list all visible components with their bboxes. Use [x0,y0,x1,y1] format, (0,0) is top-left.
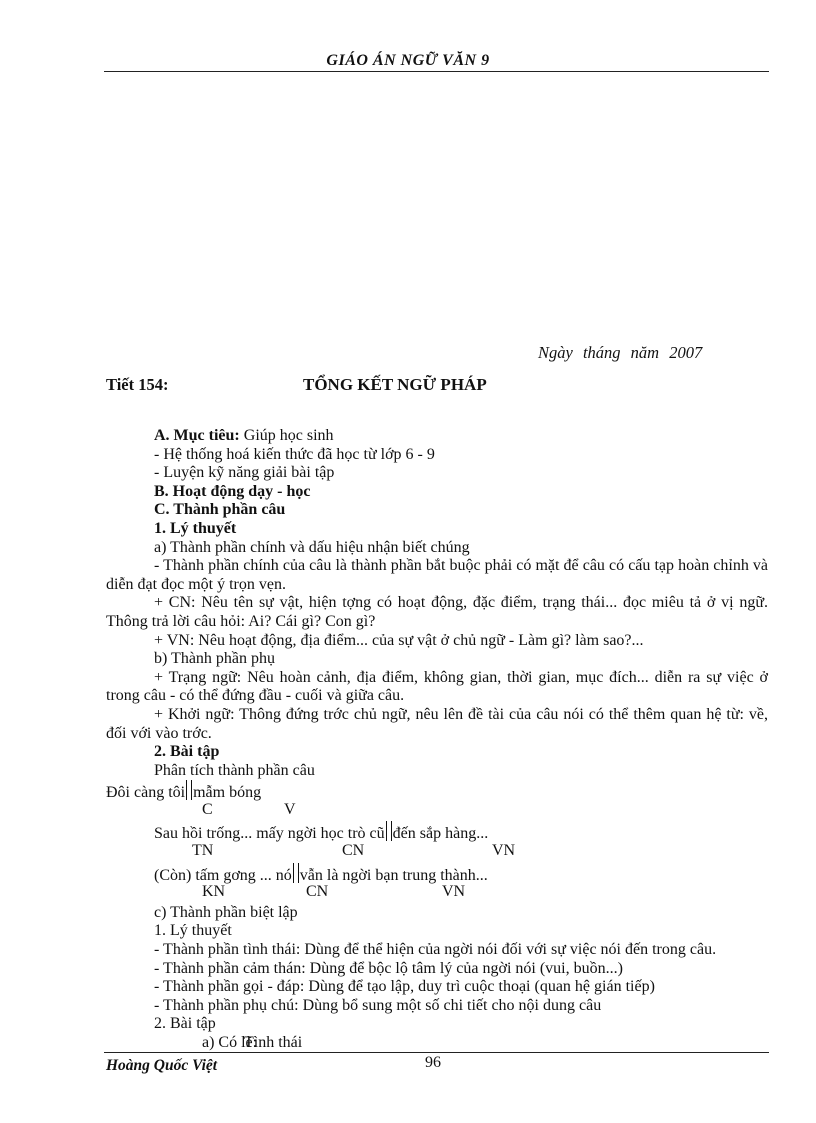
exercise-type: Tình thái [244,1034,303,1051]
tag-kn: KN [202,883,226,901]
sentence-1-tags [106,800,768,822]
objective-item: - Luyện kỹ năng giải bài tập [154,464,335,482]
footer-author: Hoàng Quốc Việt [106,1057,218,1074]
section-b-heading: B. Hoạt động dạy - học [154,482,311,500]
main-parts-heading: a) Thành phần chính và dấu hiệu nhận biết chúng [154,538,470,556]
header-rule [104,71,769,72]
predicate-definition: + VN: Nêu hoạt động, địa điểm... của sự vật ở chủ ngữ - Làm gì? làm sao?... [154,631,644,649]
sentence-right: vẫn là ngời bạn trung thành... [299,866,488,884]
header-title: GIÁO ÁN NGỮ VĂN 9 [326,52,490,69]
extra-item: - Thành phần tình thái: Dùng để thể hiện của ngời nói đối với sự việc nói đến trong câu. [154,941,717,959]
adverbial-definition: + Trạng ngữ: Nêu hoàn cảnh, địa điểm, không gian, thời gian, mục đích... diễn ra sự việc ở trong câu - có thể đứng đầu - cuối và giữa câu. [106,668,768,705]
divider-mark [386,821,392,841]
extra-item: - Thành phần cảm thán: Dùng để bộc lộ tâm lý của ngời nói (vui, buồn...) [154,959,623,977]
exercise-word: a) Có lẽ: [202,1034,258,1051]
exercise-heading: 2. Bài tập [154,743,220,761]
example-sentence-3 [106,863,768,886]
main-parts-definition: - Thành phần chính của câu là thành phần bắt buộc phải có mặt để câu có cấu tạp hoàn chỉnh và diễn đạt đọc một ý trọn vẹn. [106,557,768,593]
tag-vn: VN [492,842,516,860]
objectives-line [106,427,768,446]
sentence-3-tags [106,885,768,904]
example-sentence-2 [106,821,768,844]
subject-definition: + CN: Nêu tên sự vật, hiện tợng có hoạt động, đặc điểm, trạng thái... đọc miêu tả ở vị ngữ. Thông trả lời câu hỏi: Ai? Cái gì? Con gì? [106,594,768,630]
extra-exercise-a [106,1034,768,1053]
lesson-number: Tiết 154: [106,375,169,394]
sentence-2-tags [106,844,768,863]
page-number: 96 [425,1054,441,1071]
divider-mark [186,780,192,800]
sub-parts-heading: b) Thành phần phụ [154,650,276,668]
section-c-heading: C. Thành phần câu [154,501,286,519]
theory-heading: 1. Lý thuyết [154,519,237,537]
sentence-right: mẫm bóng [193,784,262,802]
extra-item: - Thành phần gọi - đáp: Dùng để tạo lập, duy trì cuộc thoại (quan hệ gián tiếp) [154,978,655,996]
extra-parts-heading: c) Thành phần biệt lập [154,903,298,921]
sentence-right: đến sắp hàng... [392,825,489,843]
objectives-heading: A. Mục tiêu: [154,427,240,444]
exercise-intro: Phân tích thành phần câu [154,761,315,779]
sentence-left: Sau hồi trống... mấy ngời học trò cũ [154,825,385,843]
tag-v: V [284,800,296,818]
extra-item: - Thành phần phụ chú: Dùng bổ sung một số chi tiết cho nội dung câu [154,996,602,1014]
date-line: Ngày tháng năm 2007 [538,343,703,362]
lesson-body [106,427,768,1053]
lesson-title: TỔNG KẾT NGỮ PHÁP [303,375,487,394]
tag-cn: CN [306,883,329,901]
sentence-left: Đôi càng tôi [106,784,186,802]
sentence-left: (Còn) tấm gơng ... nó [154,866,292,884]
tag-vn: VN [442,883,466,901]
divider-mark [293,863,299,883]
footer-rule [104,1052,769,1053]
objective-item: - Hệ thống hoá kiến thức đã học từ lớp 6 - 9 [154,445,435,463]
topic-definition: + Khởi ngữ: Thông đứng trớc chủ ngữ, nêu lên đề tài của câu nói có thể thêm quan hệ từ: về, đối với vào trớc. [106,705,768,742]
tag-tn: TN [192,842,214,860]
example-sentence-1 [106,780,768,803]
tag-c: C [202,800,213,818]
extra-exercise-heading: 2. Bài tập [154,1015,216,1033]
objectives-intro: Giúp học sinh [239,427,334,444]
tag-cn: CN [342,842,365,860]
extra-theory-heading: 1. Lý thuyết [154,922,232,940]
